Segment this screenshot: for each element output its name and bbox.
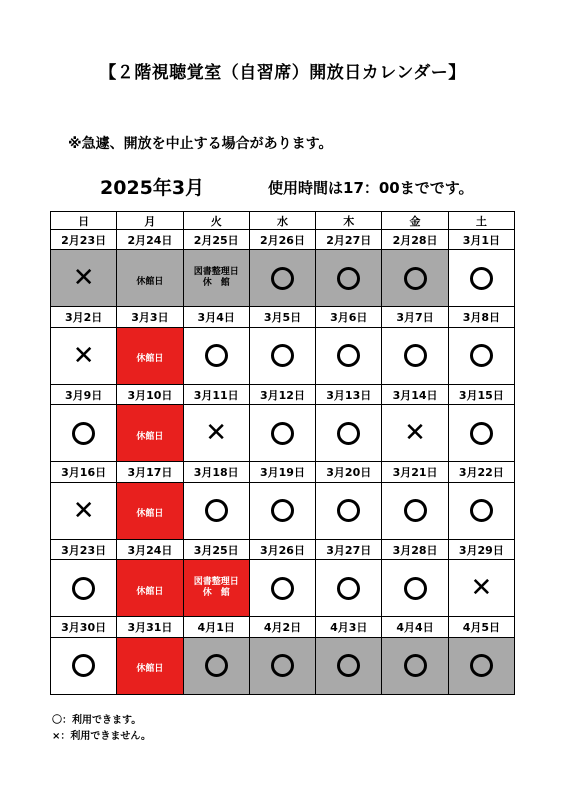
notice-text: ※急遽、開放を中止する場合があります。 bbox=[68, 136, 333, 152]
circle-icon bbox=[470, 499, 493, 522]
status-cell-open bbox=[382, 560, 448, 617]
legend-available: 〇：利用できます。 bbox=[52, 715, 142, 726]
date-cell: 3月1日 bbox=[448, 230, 514, 250]
status-row bbox=[51, 560, 515, 617]
circle-icon bbox=[271, 422, 294, 445]
status-cell-open bbox=[51, 637, 117, 694]
date-cell: 3月8日 bbox=[448, 307, 514, 327]
status-cell-open bbox=[382, 327, 448, 384]
weekday-header-row bbox=[51, 212, 515, 230]
date-cell: 3月21日 bbox=[382, 462, 448, 482]
cross-icon: ✕ bbox=[205, 418, 228, 449]
date-cell: 3月30日 bbox=[51, 617, 117, 637]
circle-icon bbox=[271, 344, 294, 367]
date-cell: 2月25日 bbox=[183, 230, 249, 250]
date-cell: 3月18日 bbox=[183, 462, 249, 482]
status-cell-open bbox=[183, 637, 249, 694]
status-cell-open bbox=[249, 405, 315, 462]
closure-note: 休館日 bbox=[136, 586, 164, 597]
status-cell-open bbox=[316, 637, 382, 694]
date-cell: 3月22日 bbox=[448, 462, 514, 482]
date-cell: 3月2日 bbox=[51, 307, 117, 327]
date-cell: 3月3日 bbox=[117, 307, 183, 327]
date-cell: 4月3日 bbox=[316, 617, 382, 637]
status-cell-open bbox=[183, 327, 249, 384]
date-row bbox=[51, 617, 515, 637]
date-cell: 4月5日 bbox=[448, 617, 514, 637]
circle-icon bbox=[404, 577, 427, 600]
status-cell-open bbox=[382, 482, 448, 539]
status-cell-open bbox=[316, 405, 382, 462]
date-cell: 3月24日 bbox=[117, 539, 183, 559]
cross-icon: ✕ bbox=[404, 418, 426, 449]
date-cell: 2月28日 bbox=[382, 230, 448, 250]
status-cell-open bbox=[183, 482, 249, 539]
date-cell: 3月10日 bbox=[117, 384, 183, 404]
status-cell-open bbox=[316, 560, 382, 617]
status-row bbox=[51, 482, 515, 539]
circle-icon bbox=[72, 577, 95, 600]
status-cell-note bbox=[117, 560, 183, 617]
circle-icon bbox=[404, 344, 427, 367]
status-cell-open bbox=[448, 482, 514, 539]
status-cell-open bbox=[51, 560, 117, 617]
circle-icon bbox=[404, 499, 427, 522]
status-cell-closed bbox=[448, 560, 514, 617]
status-cell-open bbox=[249, 637, 315, 694]
date-cell: 3月17日 bbox=[117, 462, 183, 482]
date-row bbox=[51, 230, 515, 250]
status-cell-note bbox=[183, 560, 249, 617]
status-cell-open bbox=[382, 250, 448, 307]
circle-icon bbox=[337, 422, 360, 445]
date-cell: 2月23日 bbox=[51, 230, 117, 250]
date-cell: 3月14日 bbox=[382, 384, 448, 404]
status-row bbox=[51, 250, 515, 307]
date-cell: 3月4日 bbox=[183, 307, 249, 327]
date-cell: 3月9日 bbox=[51, 384, 117, 404]
date-cell: 3月26日 bbox=[249, 539, 315, 559]
status-cell-open bbox=[249, 250, 315, 307]
cross-icon: ✕ bbox=[72, 495, 95, 526]
status-cell-open bbox=[249, 560, 315, 617]
status-cell-note bbox=[117, 327, 183, 384]
date-cell: 2月24日 bbox=[117, 230, 183, 250]
date-cell: 3月20日 bbox=[316, 462, 382, 482]
circle-icon bbox=[470, 654, 493, 677]
circle-icon bbox=[404, 654, 427, 677]
date-row bbox=[51, 462, 515, 482]
status-cell-closed bbox=[382, 405, 448, 462]
status-cell-open bbox=[448, 327, 514, 384]
status-cell-open bbox=[249, 482, 315, 539]
status-cell-open bbox=[316, 482, 382, 539]
circle-icon bbox=[205, 499, 228, 522]
circle-icon bbox=[337, 267, 360, 290]
status-cell-open bbox=[448, 637, 514, 694]
date-cell: 3月25日 bbox=[183, 539, 249, 559]
status-cell-note bbox=[117, 250, 183, 307]
circle-icon bbox=[470, 267, 493, 290]
cross-icon: ✕ bbox=[72, 263, 95, 294]
date-cell: 2月26日 bbox=[249, 230, 315, 250]
status-cell-closed bbox=[51, 482, 117, 539]
circle-icon bbox=[337, 499, 360, 522]
status-cell-note bbox=[117, 637, 183, 694]
date-row bbox=[51, 307, 515, 327]
date-cell: 3月28日 bbox=[382, 539, 448, 559]
circle-icon bbox=[470, 344, 493, 367]
date-cell: 3月15日 bbox=[448, 384, 514, 404]
status-cell-note bbox=[183, 250, 249, 307]
legend-unavailable: ×：利用できません。 bbox=[52, 731, 151, 742]
weekday-header: 金 bbox=[382, 212, 448, 230]
status-cell-note bbox=[117, 405, 183, 462]
month-heading: 2025年3月 bbox=[100, 177, 205, 199]
circle-icon bbox=[337, 344, 360, 367]
circle-icon bbox=[72, 654, 95, 677]
date-cell: 3月16日 bbox=[51, 462, 117, 482]
date-cell: 3月7日 bbox=[382, 307, 448, 327]
circle-icon bbox=[205, 344, 228, 367]
date-cell: 2月27日 bbox=[316, 230, 382, 250]
date-cell: 4月2日 bbox=[249, 617, 315, 637]
weekday-header: 火 bbox=[183, 212, 249, 230]
status-cell-open bbox=[382, 637, 448, 694]
date-cell: 3月11日 bbox=[183, 384, 249, 404]
date-row bbox=[51, 384, 515, 404]
date-row bbox=[51, 539, 515, 559]
status-row bbox=[51, 405, 515, 462]
circle-icon bbox=[337, 577, 360, 600]
date-cell: 3月5日 bbox=[249, 307, 315, 327]
circle-icon bbox=[271, 577, 294, 600]
status-row bbox=[51, 637, 515, 694]
status-cell-closed bbox=[183, 405, 249, 462]
hours-text: 使用時間は17：00までです。 bbox=[268, 179, 474, 197]
date-cell: 3月6日 bbox=[316, 307, 382, 327]
status-cell-open bbox=[316, 327, 382, 384]
date-cell: 3月23日 bbox=[51, 539, 117, 559]
status-row bbox=[51, 327, 515, 384]
weekday-header: 月 bbox=[117, 212, 183, 230]
closure-note: 図書整理日 休 館 bbox=[193, 577, 239, 599]
circle-icon bbox=[271, 499, 294, 522]
date-cell: 3月29日 bbox=[448, 539, 514, 559]
circle-icon bbox=[404, 267, 427, 290]
date-cell: 4月1日 bbox=[183, 617, 249, 637]
calendar-table bbox=[50, 211, 515, 695]
page-title: 【２階視聴覚室（自習席）開放日カレンダー】 bbox=[99, 63, 466, 83]
circle-icon bbox=[271, 267, 294, 290]
weekday-header: 水 bbox=[249, 212, 315, 230]
circle-icon bbox=[337, 654, 360, 677]
date-cell: 3月12日 bbox=[249, 384, 315, 404]
date-cell: 3月31日 bbox=[117, 617, 183, 637]
date-cell: 4月4日 bbox=[382, 617, 448, 637]
date-cell: 3月27日 bbox=[316, 539, 382, 559]
cross-icon: ✕ bbox=[72, 340, 95, 371]
closure-note: 休館日 bbox=[136, 354, 164, 365]
circle-icon bbox=[470, 422, 493, 445]
circle-icon bbox=[205, 654, 228, 677]
weekday-header: 木 bbox=[316, 212, 382, 230]
cross-icon: ✕ bbox=[470, 573, 493, 604]
status-cell-open bbox=[51, 405, 117, 462]
status-cell-note bbox=[117, 482, 183, 539]
closure-note: 図書整理日 休 館 bbox=[193, 267, 239, 289]
closure-note: 休館日 bbox=[136, 509, 164, 520]
circle-icon bbox=[72, 422, 95, 445]
closure-note: 休館日 bbox=[136, 664, 164, 675]
closure-note: 休館日 bbox=[136, 431, 164, 442]
status-cell-closed bbox=[51, 327, 117, 384]
closure-note: 休館日 bbox=[136, 276, 164, 287]
status-cell-open bbox=[249, 327, 315, 384]
weekday-header: 土 bbox=[448, 212, 514, 230]
status-cell-open bbox=[448, 405, 514, 462]
weekday-header: 日 bbox=[51, 212, 117, 230]
circle-icon bbox=[271, 654, 294, 677]
date-cell: 3月13日 bbox=[316, 384, 382, 404]
status-cell-open bbox=[316, 250, 382, 307]
status-cell-closed bbox=[51, 250, 117, 307]
date-cell: 3月19日 bbox=[249, 462, 315, 482]
status-cell-open bbox=[448, 250, 514, 307]
